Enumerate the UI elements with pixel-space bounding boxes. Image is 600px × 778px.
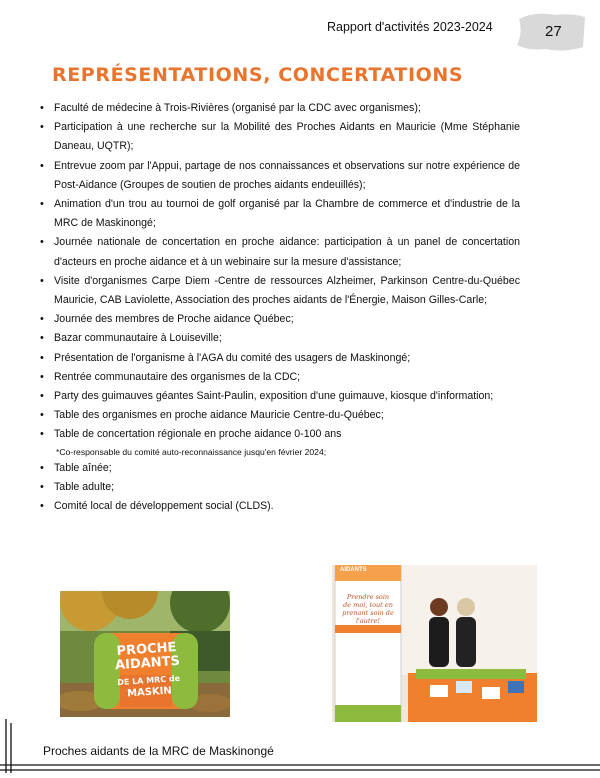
list-item: • Table de concertation régionale en proche aidance 0-100 ans xyxy=(40,425,520,444)
list-item: • Journée des membres de Proche aidance Québec; xyxy=(40,310,520,329)
footer-org-name: Proches aidants de la MRC de Maskinongé xyxy=(43,744,274,758)
banner-brand: AIDANTS xyxy=(340,567,367,573)
list-item: • Bazar communautaire à Louiseville; xyxy=(40,329,520,348)
list-note: *Co-responsable du comité auto-reconnaissance jusqu'en février 2024; xyxy=(56,446,327,457)
list-item: • Présentation de l'organisme à l'AGA du comité des usagers de Maskinongé; xyxy=(40,349,520,368)
photo-kiosk xyxy=(332,565,537,722)
sign-text: DE LA MRC de xyxy=(116,673,181,688)
section-title: REPRÉSENTATIONS, CONCERTATIONS xyxy=(52,64,464,86)
list-item: • Comité local de développement social (CLDS). xyxy=(40,497,520,516)
list-item: • Faculté de médecine à Trois-Rivières (organisé par la CDC avec organismes); xyxy=(40,99,520,118)
list-item: • Party des guimauves géantes Saint-Paulin, exposition d'une guimauve, kiosque d'information; xyxy=(40,387,520,406)
list-item: • Entrevue zoom par l'Appui, partage de nos connaissances et observations sur notre expérience de Post-Aidance (Groupes de soutien de proches aidants endeuillés); xyxy=(40,157,520,195)
list-item: • Participation à une recherche sur la Mobilité des Proches Aidants en Mauricie (Mme Stéphanie Daneau, UQTR); xyxy=(40,118,520,156)
sign-text: MASKIN xyxy=(126,685,173,700)
list-item: • Table aînée; xyxy=(40,459,520,478)
page-number-badge xyxy=(515,9,587,55)
list-item: • Journée nationale de concertation en proche aidance: participation à un panel de concertation d'acteurs en proche aidance et à un webinaire sur la mesure d'assistance; xyxy=(40,233,520,271)
photo-marshmallow-sign xyxy=(60,591,230,717)
sign-text: AIDANTS xyxy=(114,653,181,674)
sign-text: PROCHE xyxy=(116,639,177,660)
list-item: • Table adulte; xyxy=(40,478,520,497)
list-item: • Visite d'organismes Carpe Diem -Centre de ressources Alzheimer, Parkinson Centre-du-Québec Mauricie, CAB Laviolette, Association des proches aidants de l'Énergie, Maison Gilles-Carle; xyxy=(40,272,520,310)
list-item: • Animation d'un trou au tournoi de golf organisé par la Chambre de commerce et d'industrie de la MRC de Maskinongé; xyxy=(40,195,520,233)
report-title: Rapport d'activités 2023-2024 xyxy=(327,20,493,34)
page-number: 27 xyxy=(545,23,562,40)
activity-list xyxy=(40,99,520,516)
list-item: • Rentrée communautaire des organismes de la CDC; xyxy=(40,368,520,387)
banner-quote: Prendre soin de moi, tout en prenant soin de l'autre! xyxy=(342,593,394,625)
list-item: • Table des organismes en proche aidance Mauricie Centre-du-Québec; xyxy=(40,406,520,425)
